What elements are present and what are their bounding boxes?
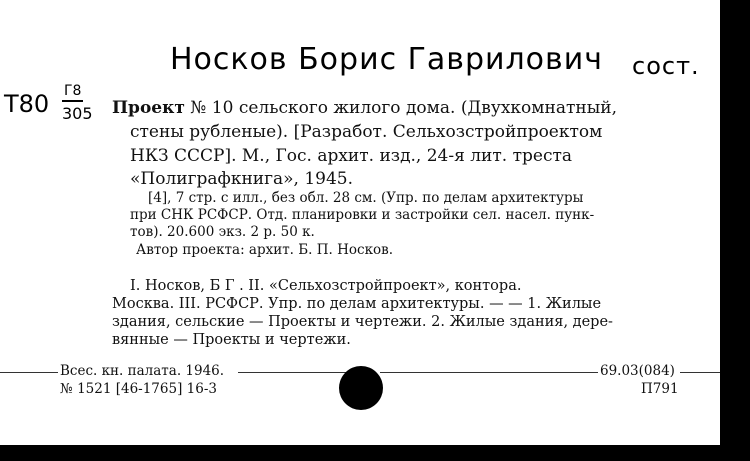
- footer-rule-middle: [238, 372, 358, 373]
- footer-right-top: 69.03(084): [600, 363, 675, 379]
- title-line-4: «Полиграфкнига», 1945.: [130, 169, 354, 189]
- collation-line-1: [4], 7 стр. с илл., без обл. 28 см. (Упр. по делам архитектуры: [148, 190, 584, 206]
- footer-right-bottom: П791: [641, 381, 679, 397]
- punch-hole: [339, 366, 383, 410]
- call-number-main: Т80: [4, 90, 50, 118]
- title-line-1: [112, 97, 617, 119]
- tracing-line-1: I. Носков, Б Г . II. «Сельхозстройпроект», контора.: [130, 278, 522, 294]
- title-line-2: стены рубленые). [Разработ. Сельхозстройпроектом: [130, 122, 603, 142]
- title-line-3: НКЗ СССР]. М., Гос. архит. изд., 24-я лит. треста: [130, 146, 572, 166]
- title-bold-word: Проект: [112, 98, 185, 118]
- footer-left-bottom: № 1521 [46-1765] 16-3: [60, 381, 217, 397]
- tracing-line-4: вянные — Проекты и чертежи.: [112, 332, 351, 348]
- author-note: Автор проекта: архит. Б. П. Носков.: [136, 242, 394, 258]
- tracing-line-2: Москва. III. РСФСР. Упр. по делам архитектуры. — — 1. Жилые: [112, 296, 602, 312]
- handwritten-role: сост.: [632, 52, 700, 80]
- title-line-1-rest: № 10 сельского жилого дома. (Двухкомнатный,: [184, 98, 617, 118]
- call-number-lower: 305: [62, 104, 93, 123]
- handwritten-author: Носков Борис Гаврилович: [170, 42, 603, 77]
- collation-line-2: при СНК РСФСР. Отд. планировки и застройки сел. насел. пунк-: [130, 207, 595, 223]
- footer-rule-right-a: [380, 372, 598, 373]
- call-number-upper: Г8: [62, 82, 83, 102]
- collation-line-3: тов). 20.600 экз. 2 р. 50 к.: [130, 224, 315, 240]
- footer-rule-left: [0, 372, 58, 373]
- footer-rule-right-b: [680, 372, 720, 373]
- footer-left-top: Всес. кн. палата. 1946.: [60, 363, 225, 379]
- tracing-line-3: здания, сельские — Проекты и чертежи. 2. Жилые здания, дере-: [112, 314, 613, 330]
